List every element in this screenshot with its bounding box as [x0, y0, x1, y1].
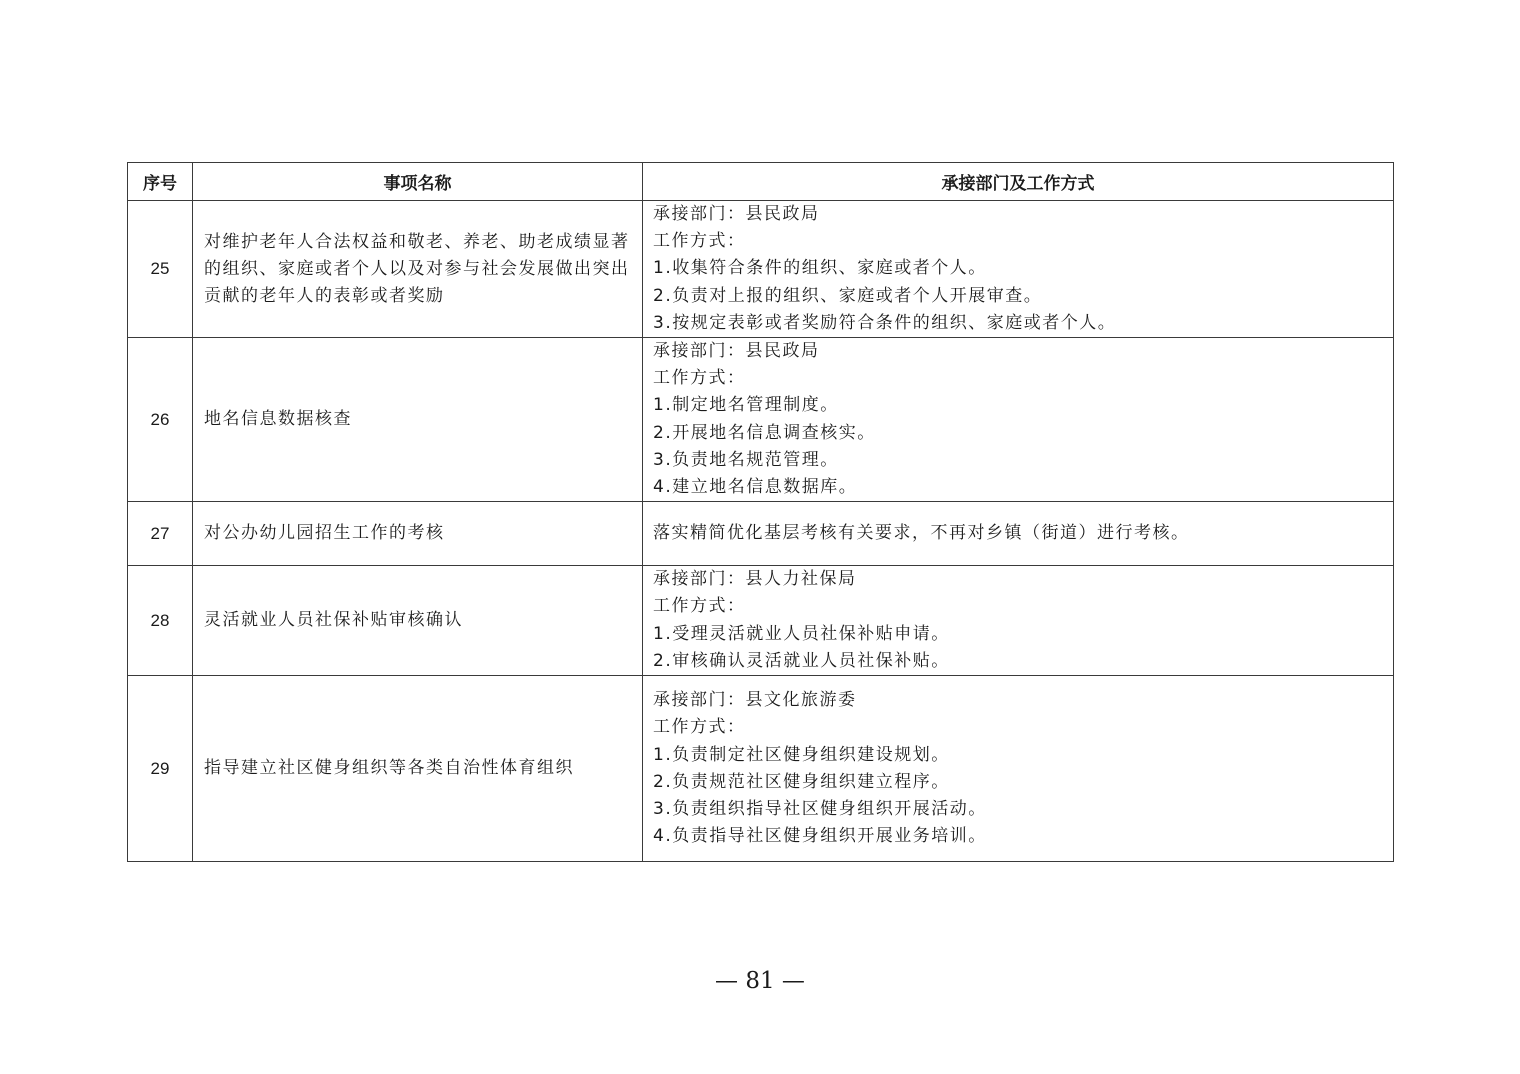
row-department-method: [643, 676, 1394, 862]
table-row: [128, 338, 1394, 502]
row-item-name: 对维护老年人合法权益和敬老、养老、助老成绩显著的组织、家庭或者个人以及对参与社会发展做出突出贡献的老年人的表彰或者奖励: [193, 201, 643, 338]
row-department-method: [643, 566, 1394, 676]
method-line: 承接部门：县文化旅游委: [653, 690, 857, 711]
row-serial-number: 26: [128, 338, 193, 502]
row-department-method: [643, 338, 1394, 502]
method-line: 1.负责制定社区健身组织建设规划。: [653, 744, 950, 765]
row-serial-number: 27: [128, 502, 193, 566]
table-row: [128, 502, 1394, 566]
method-line: 1.制定地名管理制度。: [653, 395, 839, 416]
method-line: 3.负责组织指导社区健身组织开展活动。: [653, 798, 987, 819]
method-line: 3.按规定表彰或者奖励符合条件的组织、家庭或者个人。: [653, 312, 1117, 333]
method-line: 3.负责地名规范管理。: [653, 449, 839, 470]
header-item-name: 事项名称: [193, 163, 643, 201]
method-line: 4.负责指导社区健身组织开展业务培训。: [653, 826, 987, 847]
row-item-name: 对公办幼儿园招生工作的考核: [193, 502, 643, 566]
matters-table: [127, 162, 1394, 862]
method-line: 工作方式：: [653, 596, 746, 617]
method-line: 工作方式：: [653, 368, 746, 389]
method-line: 工作方式：: [653, 717, 746, 738]
row-department-method: [643, 201, 1394, 338]
header-serial-number: 序号: [128, 163, 193, 201]
method-line: 承接部门：县民政局: [653, 341, 820, 362]
method-line: 1.收集符合条件的组织、家庭或者个人。: [653, 258, 987, 279]
table-header-row: [128, 163, 1394, 201]
method-line: 2.负责规范社区健身组织建立程序。: [653, 771, 950, 792]
row-item-name: 地名信息数据核查: [193, 338, 643, 502]
page-number: — 81 —: [715, 968, 805, 994]
method-line: 2.审核确认灵活就业人员社保补贴。: [653, 650, 950, 671]
method-line: 4.建立地名信息数据库。: [653, 477, 858, 498]
row-department-method: [643, 502, 1394, 566]
method-line: 工作方式：: [653, 231, 746, 252]
row-serial-number: 28: [128, 566, 193, 676]
method-line: 落实精简优化基层考核有关要求，不再对乡镇（街道）进行考核。: [653, 523, 1190, 544]
row-serial-number: 29: [128, 676, 193, 862]
method-line: 2.开展地名信息调查核实。: [653, 422, 876, 443]
table-row: [128, 201, 1394, 338]
method-line: 2.负责对上报的组织、家庭或者个人开展审查。: [653, 285, 1043, 306]
table-row: [128, 566, 1394, 676]
row-serial-number: 25: [128, 201, 193, 338]
method-line: 1.受理灵活就业人员社保补贴申请。: [653, 623, 950, 644]
row-item-name: 灵活就业人员社保补贴审核确认: [193, 566, 643, 676]
table-row: [128, 676, 1394, 862]
row-item-name: 指导建立社区健身组织等各类自治性体育组织: [193, 676, 643, 862]
method-line: 承接部门：县人力社保局: [653, 569, 857, 590]
header-department-method: 承接部门及工作方式: [643, 163, 1394, 201]
method-line: 承接部门：县民政局: [653, 204, 820, 224]
